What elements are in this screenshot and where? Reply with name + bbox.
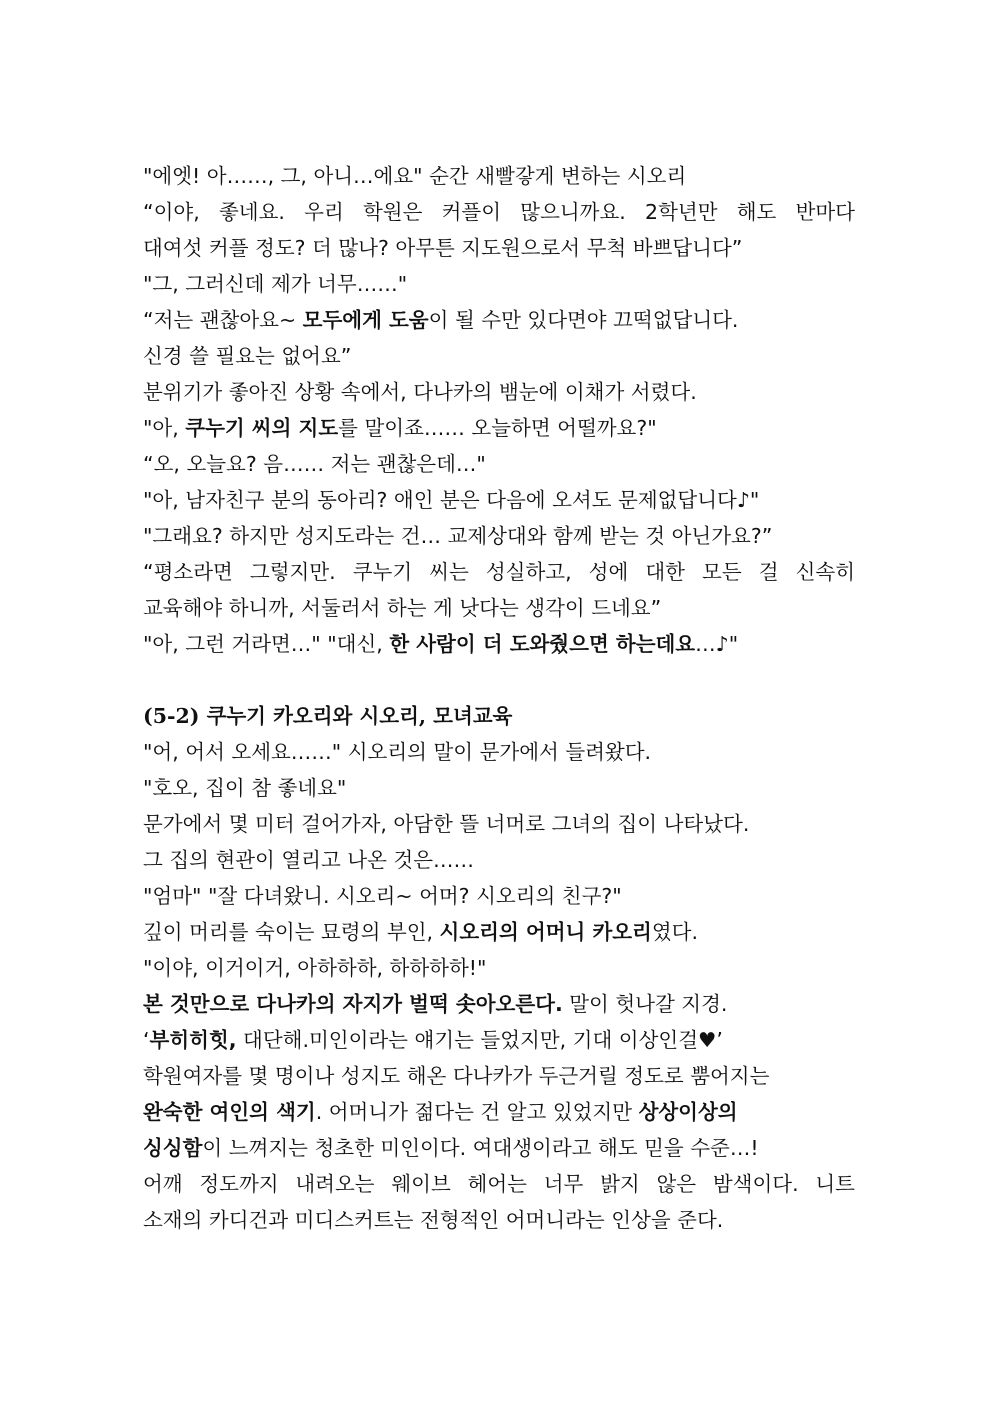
section-heading: (5-2) 쿠누기 카오리와 시오리, 모녀교육 — [143, 704, 513, 728]
emphasis-text: 본 것만으로 다나카의 자지가 벌떡 솟아오른다. — [143, 992, 563, 1016]
text-line — [143, 1094, 855, 1130]
text-line: 신경 쓸 필요는 없어요” — [143, 344, 352, 368]
text-line: "에엣! 아……, 그, 아니…에요" 순간 새빨갛게 변하는 시오리 — [143, 164, 687, 188]
story-section-5-1 — [143, 158, 855, 662]
text-span: 말이 헛나갈 지경. — [562, 992, 728, 1016]
text-line — [143, 302, 855, 338]
text-line: "이야, 이거이거, 아하하하, 하하하하!" — [143, 956, 487, 980]
text-line — [143, 410, 855, 446]
text-line: "아, 남자친구 분의 동아리? 애인 분은 다음에 오셔도 문제없답니다♪" — [143, 488, 760, 512]
text-span: 였다. — [651, 920, 698, 944]
text-line: "호오, 집이 참 좋네요" — [143, 776, 347, 800]
text-line: "그래요? 하지만 성지도라는 건… 교제상대와 함께 받는 것 아닌가요?” — [143, 524, 773, 548]
story-section-5-2 — [143, 698, 855, 1238]
text-line: "어, 어서 오세요……" 시오리의 말이 문가에서 들려왔다. — [143, 740, 652, 764]
text-line: 그 집의 현관이 열리고 나온 것은…… — [143, 848, 475, 872]
emphasis-text: 상상이상의 — [638, 1100, 738, 1124]
text-line: “평소라면 그렇지만. 쿠누기 씨는 성실하고, 성에 대한 모든 걸 신속히 — [143, 560, 855, 584]
text-span: . 어머니가 젊다는 건 알고 있었지만 — [315, 1100, 639, 1124]
emphasis-text: 싱싱함 — [143, 1136, 203, 1160]
text-line — [143, 1022, 855, 1058]
text-line: 소재의 카디건과 미디스커트는 전형적인 어머니라는 인상을 준다. — [143, 1208, 724, 1232]
text-line — [143, 1130, 855, 1166]
text-span: 이 될 수만 있다면야 끄떡없답니다. — [428, 308, 739, 332]
emphasis-text: 완숙한 여인의 색기 — [143, 1100, 316, 1124]
emphasis-text: 쿠누기 씨의 지도 — [185, 416, 339, 440]
text-span: 를 말이죠…… 오늘하면 어떨까요?" — [338, 416, 657, 440]
text-line: 분위기가 좋아진 상황 속에서, 다나카의 뱀눈에 이채가 서렸다. — [143, 380, 697, 404]
text-span: "아, 그런 거라면…" "대신, — [143, 632, 390, 656]
emphasis-text: 부히히힛, — [149, 1028, 237, 1052]
text-line: "엄마" "잘 다녀왔니. 시오리~ 어머? 시오리의 친구?" — [143, 884, 622, 908]
text-line: 학원여자를 몇 명이나 성지도 해온 다나카가 두근거릴 정도로 뿜어지는 — [143, 1064, 770, 1088]
text-line — [143, 986, 855, 1022]
emphasis-text: 모두에게 도움 — [302, 308, 429, 332]
text-span: ‘ — [143, 1028, 150, 1052]
text-span: 깊이 머리를 숙이는 묘령의 부인, — [143, 920, 440, 944]
text-line: 문가에서 몇 미터 걸어가자, 아담한 뜰 너머로 그녀의 집이 나타났다. — [143, 812, 750, 836]
text-span: …♪" — [695, 632, 739, 656]
text-line: “이야, 좋네요. 우리 학원은 커플이 많으니까요. 2학년만 해도 반마다 — [143, 200, 855, 224]
text-line — [143, 626, 855, 662]
text-line: "그, 그러신데 제가 너무……" — [143, 272, 408, 296]
text-span: “저는 괜찮아요~ — [143, 308, 303, 332]
text-line: 대여섯 커플 정도? 더 많나? 아무튼 지도원으로서 무척 바쁘답니다” — [143, 236, 743, 260]
text-span: 이 느껴지는 청초한 미인이다. 여대생이라고 해도 믿을 수준…! — [202, 1136, 759, 1160]
emphasis-text: 시오리의 어머니 카오리 — [439, 920, 652, 944]
text-line: 교육해야 하니까, 서둘러서 하는 게 낫다는 생각이 드네요” — [143, 596, 662, 620]
text-line: “오, 오늘요? 음…… 저는 괜찮은데…" — [143, 452, 486, 476]
emphasis-text: 한 사람이 더 도와줬으면 하는데요 — [389, 632, 696, 656]
text-span: 대단해.미인이라는 얘기는 들었지만, 기대 이상인걸♥’ — [236, 1028, 723, 1052]
text-line — [143, 914, 855, 950]
text-line: 어깨 정도까지 내려오는 웨이브 헤어는 너무 밝지 않은 밤색이다. 니트 — [143, 1172, 855, 1196]
text-span: "아, — [143, 416, 186, 440]
